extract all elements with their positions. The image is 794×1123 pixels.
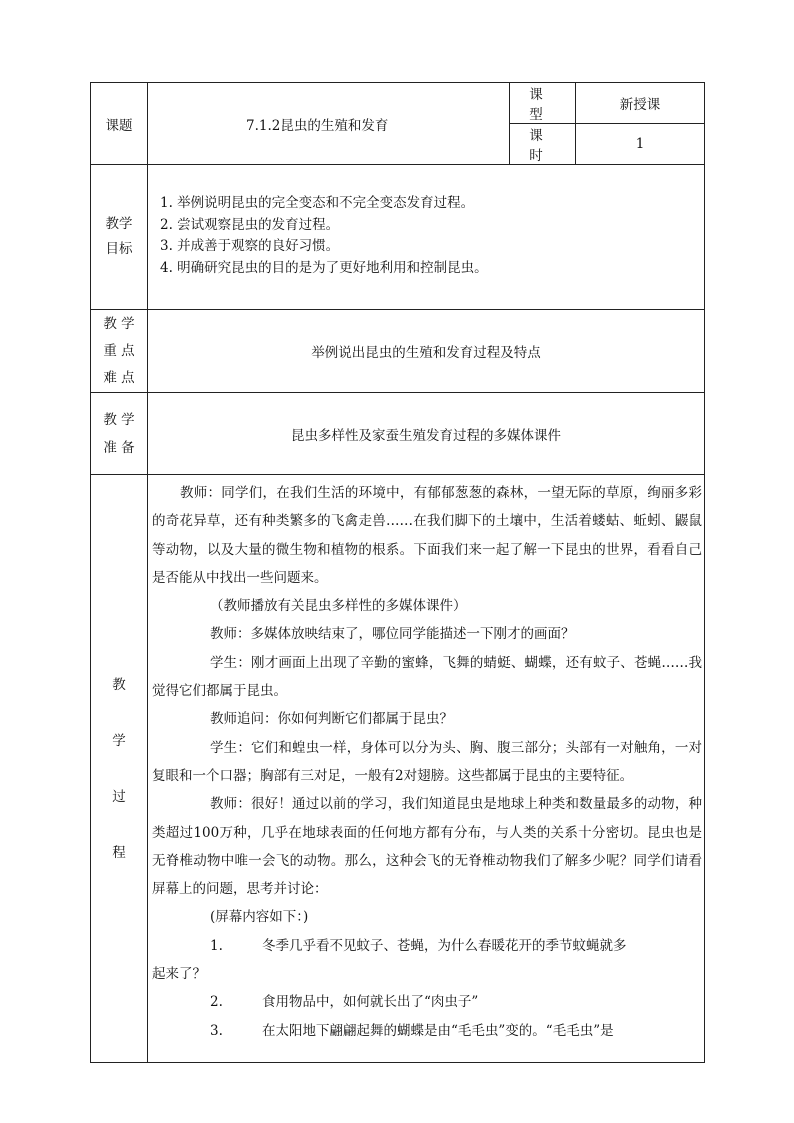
- lesson-hours-label: 课 时: [510, 124, 576, 165]
- keypoints-label-line-3: 难 点: [103, 369, 135, 386]
- lesson-hours-value: 1: [576, 124, 705, 165]
- process-label: [91, 475, 148, 1063]
- process-label-char: 学: [112, 732, 126, 749]
- prep-label-line-2: 准 备: [103, 439, 135, 456]
- process-label-char: 教: [112, 676, 126, 693]
- question-item: [152, 1017, 702, 1045]
- question-text: 在太阳地下翩翩起舞的蝴蝶是由“毛毛虫”变的。“毛毛虫”是: [262, 1022, 614, 1039]
- process-label-char: 过: [112, 788, 126, 805]
- topic-label: 课题: [91, 83, 148, 165]
- lesson-type-value: 新授课: [576, 83, 705, 124]
- prep-label: [91, 393, 148, 475]
- goals-label: [91, 165, 148, 310]
- prep-text: 昆虫多样性及家蚕生殖发育过程的多媒体课件: [148, 393, 705, 475]
- question-continuation: 起来了？: [152, 966, 206, 983]
- keypoints-label: [91, 310, 148, 393]
- process-paragraph: 教师追问：你如何判断它们都属于昆虫？: [210, 711, 453, 728]
- process-label-char: 程: [112, 844, 126, 861]
- process-paragraph: 学生：它们和蝗虫一样，身体可以分为头、胸、腹三部分；头部有一对触角，一对复眼和一个口器；胸部有三对足，一般有2对翅膀。这些都属于昆虫的主要特征。: [152, 739, 702, 784]
- process-content: [148, 475, 705, 1063]
- goal-item: 1. 举例说明昆虫的完全变态和不完全变态发育过程。: [160, 195, 475, 211]
- lesson-type-label: 课 型: [510, 83, 576, 124]
- goal-item: 4. 明确研究昆虫的目的是为了更好地利用和控制昆虫。: [160, 259, 488, 276]
- goal-item: 3. 并成善于观察的良好习惯。: [160, 238, 340, 254]
- goals-label-line-2: 目标: [105, 241, 133, 257]
- process-paragraph: (屏幕内容如下：): [210, 909, 309, 926]
- process-paragraph: 教师：多媒体放映结束了，哪位同学能描述一下刚才的画面？: [210, 626, 575, 643]
- keypoints-label-line-2: 重 点: [103, 342, 135, 359]
- goals-label-line-1: 教学: [105, 216, 133, 232]
- goals-list: [148, 165, 705, 310]
- lesson-title: 7.1.2昆虫的生殖和发育: [148, 83, 510, 165]
- process-paragraph: 学生：刚才画面上出现了辛勤的蜜蜂，飞舞的蜻蜓、蝴蝶，还有蚊子、苍蝇……我觉得它们都属于昆虫。: [152, 654, 702, 700]
- process-paragraph: 教师：同学们，在我们生活的环境中，有郁郁葱葱的森林，一望无际的草原，绚丽多彩的奇花异草，还有种类繁多的飞禽走兽……在我们脚下的土壤中，生活着蝼蛄、蚯蚓、鼹鼠等动物，以及大量的微生物和植物的根系。下面我们来一起了解一下昆虫的世界，看看自己是否能从中找出一些问题来。: [152, 485, 702, 586]
- question-number: 3.: [210, 1022, 223, 1039]
- question-text: 食用物品中，如何就长出了“肉虫子”: [262, 994, 479, 1011]
- question-item: [152, 932, 702, 960]
- process-paragraph: （教师播放有关昆虫多样性的多媒体课件）: [210, 598, 467, 615]
- question-number: 2.: [210, 994, 223, 1011]
- question-number: 1.: [210, 937, 223, 954]
- lesson-plan-table: [90, 82, 705, 1063]
- keypoints-label-line-1: 教 学: [103, 315, 135, 332]
- process-paragraph: 教师：很好！通过以前的学习，我们知道昆虫是地球上种类和数量最多的动物，种类超过100万种，几乎在地球表面的任何地方都有分布，与人类的关系十分密切。昆虫也是无脊椎动物中唯一会飞的动物。那么，这种会飞的无脊椎动物我们了解多少呢？同学们请看屏幕上的问题，思考并讨论：: [152, 796, 702, 898]
- question-text: 冬季几乎看不见蚊子、苍蝇，为什么春暖花开的季节蚊蝇就多: [262, 937, 627, 954]
- question-item: [152, 988, 702, 1016]
- goal-item: 2. 尝试观察昆虫的发育过程。: [160, 216, 340, 233]
- keypoints-text: 举例说出昆虫的生殖和发育过程及特点: [148, 310, 705, 393]
- prep-label-line-1: 教 学: [103, 411, 135, 428]
